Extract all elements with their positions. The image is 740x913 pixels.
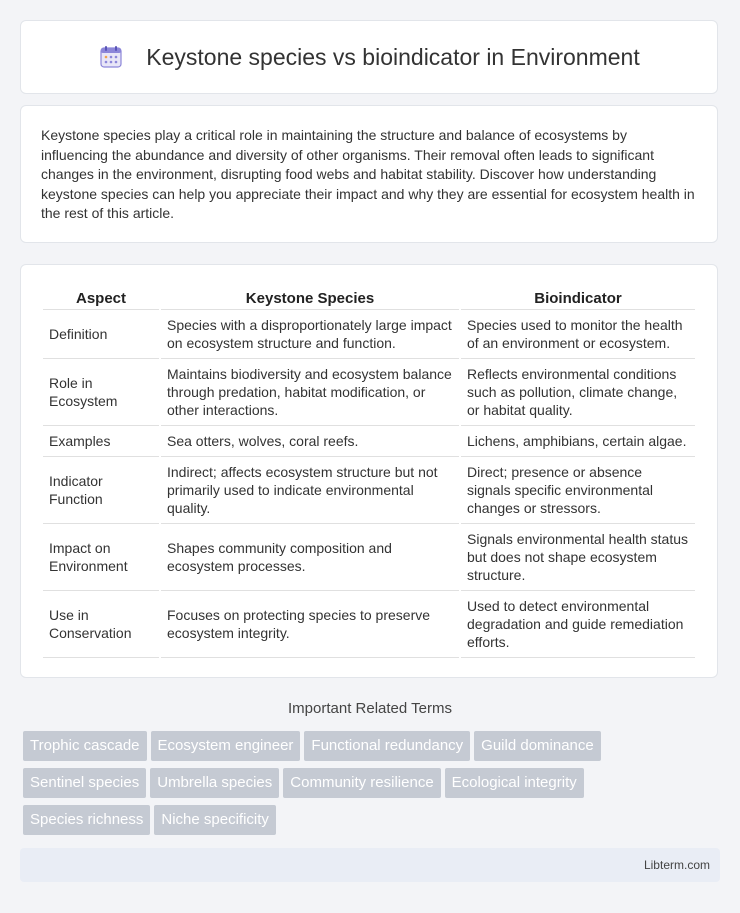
tag-ecological-integrity[interactable]: Ecological integrity (445, 768, 584, 798)
table-row (43, 359, 695, 426)
cell-aspect: Role in Ecosystem (43, 359, 159, 426)
cell-bioindicator: Direct; presence or absence signals specific environmental changes or stressors. (461, 457, 695, 524)
calendar-icon (98, 44, 124, 70)
tag-community-resilience[interactable]: Community resilience (283, 768, 440, 798)
tag-functional-redundancy[interactable]: Functional redundancy (304, 731, 470, 761)
cell-keystone: Maintains biodiversity and ecosystem balance through predation, habitat modification, or other interactions. (161, 359, 459, 426)
cell-keystone: Focuses on protecting species to preserve ecosystem integrity. (161, 591, 459, 658)
table-row (43, 524, 695, 591)
header-bioindicator: Bioindicator (461, 285, 695, 310)
tag-umbrella-species[interactable]: Umbrella species (150, 768, 279, 798)
page-title: Keystone species vs bioindicator in Environment (146, 43, 640, 70)
cell-aspect: Use in Conservation (43, 591, 159, 658)
cell-bioindicator: Species used to monitor the health of an environment or ecosystem. (461, 310, 695, 359)
cell-bioindicator: Used to detect environmental degradation and guide remediation efforts. (461, 591, 695, 658)
header-aspect: Aspect (43, 285, 159, 310)
tag-niche-specificity[interactable]: Niche specificity (154, 805, 276, 835)
footer (20, 848, 720, 882)
intro-text: Keystone species play a critical role in maintaining the structure and balance of ecosystems by influencing the abundance and diversity of other organisms. Their removal often leads to significant changes in the environment, disrupting food webs and habitat stability. Discover how understanding keystone species can help you appreciate their impact and why they are essential for ecosystem health in the rest of this article. (41, 127, 695, 221)
table-row (43, 310, 695, 359)
cell-aspect: Indicator Function (43, 457, 159, 524)
tag-species-richness[interactable]: Species richness (23, 805, 150, 835)
cell-bioindicator: Lichens, amphibians, certain algae. (461, 426, 695, 457)
cell-aspect: Impact on Environment (43, 524, 159, 591)
table-row (43, 426, 695, 457)
comparison-table-card (20, 264, 718, 678)
comparison-table (41, 285, 697, 658)
cell-bioindicator: Reflects environmental conditions such as pollution, climate change, or habitat quality. (461, 359, 695, 426)
cell-keystone: Species with a disproportionately large impact on ecosystem structure and function. (161, 310, 459, 359)
cell-aspect: Definition (43, 310, 159, 359)
related-terms-tags (23, 731, 723, 842)
cell-keystone: Indirect; affects ecosystem structure but not primarily used to indicate environmental quality. (161, 457, 459, 524)
table-row (43, 457, 695, 524)
tag-ecosystem-engineer[interactable]: Ecosystem engineer (151, 731, 301, 761)
footer-site-link[interactable]: Libterm.com (643, 858, 710, 872)
intro-card (20, 105, 718, 243)
tag-trophic-cascade[interactable]: Trophic cascade (23, 731, 147, 761)
cell-bioindicator: Signals environmental health status but does not shape ecosystem structure. (461, 524, 695, 591)
related-terms-title: Important Related Terms (288, 700, 452, 717)
header-keystone-species: Keystone Species (161, 285, 459, 310)
table-row (43, 591, 695, 658)
cell-keystone: Sea otters, wolves, coral reefs. (161, 426, 459, 457)
tag-guild-dominance[interactable]: Guild dominance (474, 731, 601, 761)
cell-aspect: Examples (43, 426, 159, 457)
cell-keystone: Shapes community composition and ecosystem processes. (161, 524, 459, 591)
table-header-row (43, 285, 695, 310)
tag-sentinel-species[interactable]: Sentinel species (23, 768, 146, 798)
header-card (20, 20, 718, 94)
